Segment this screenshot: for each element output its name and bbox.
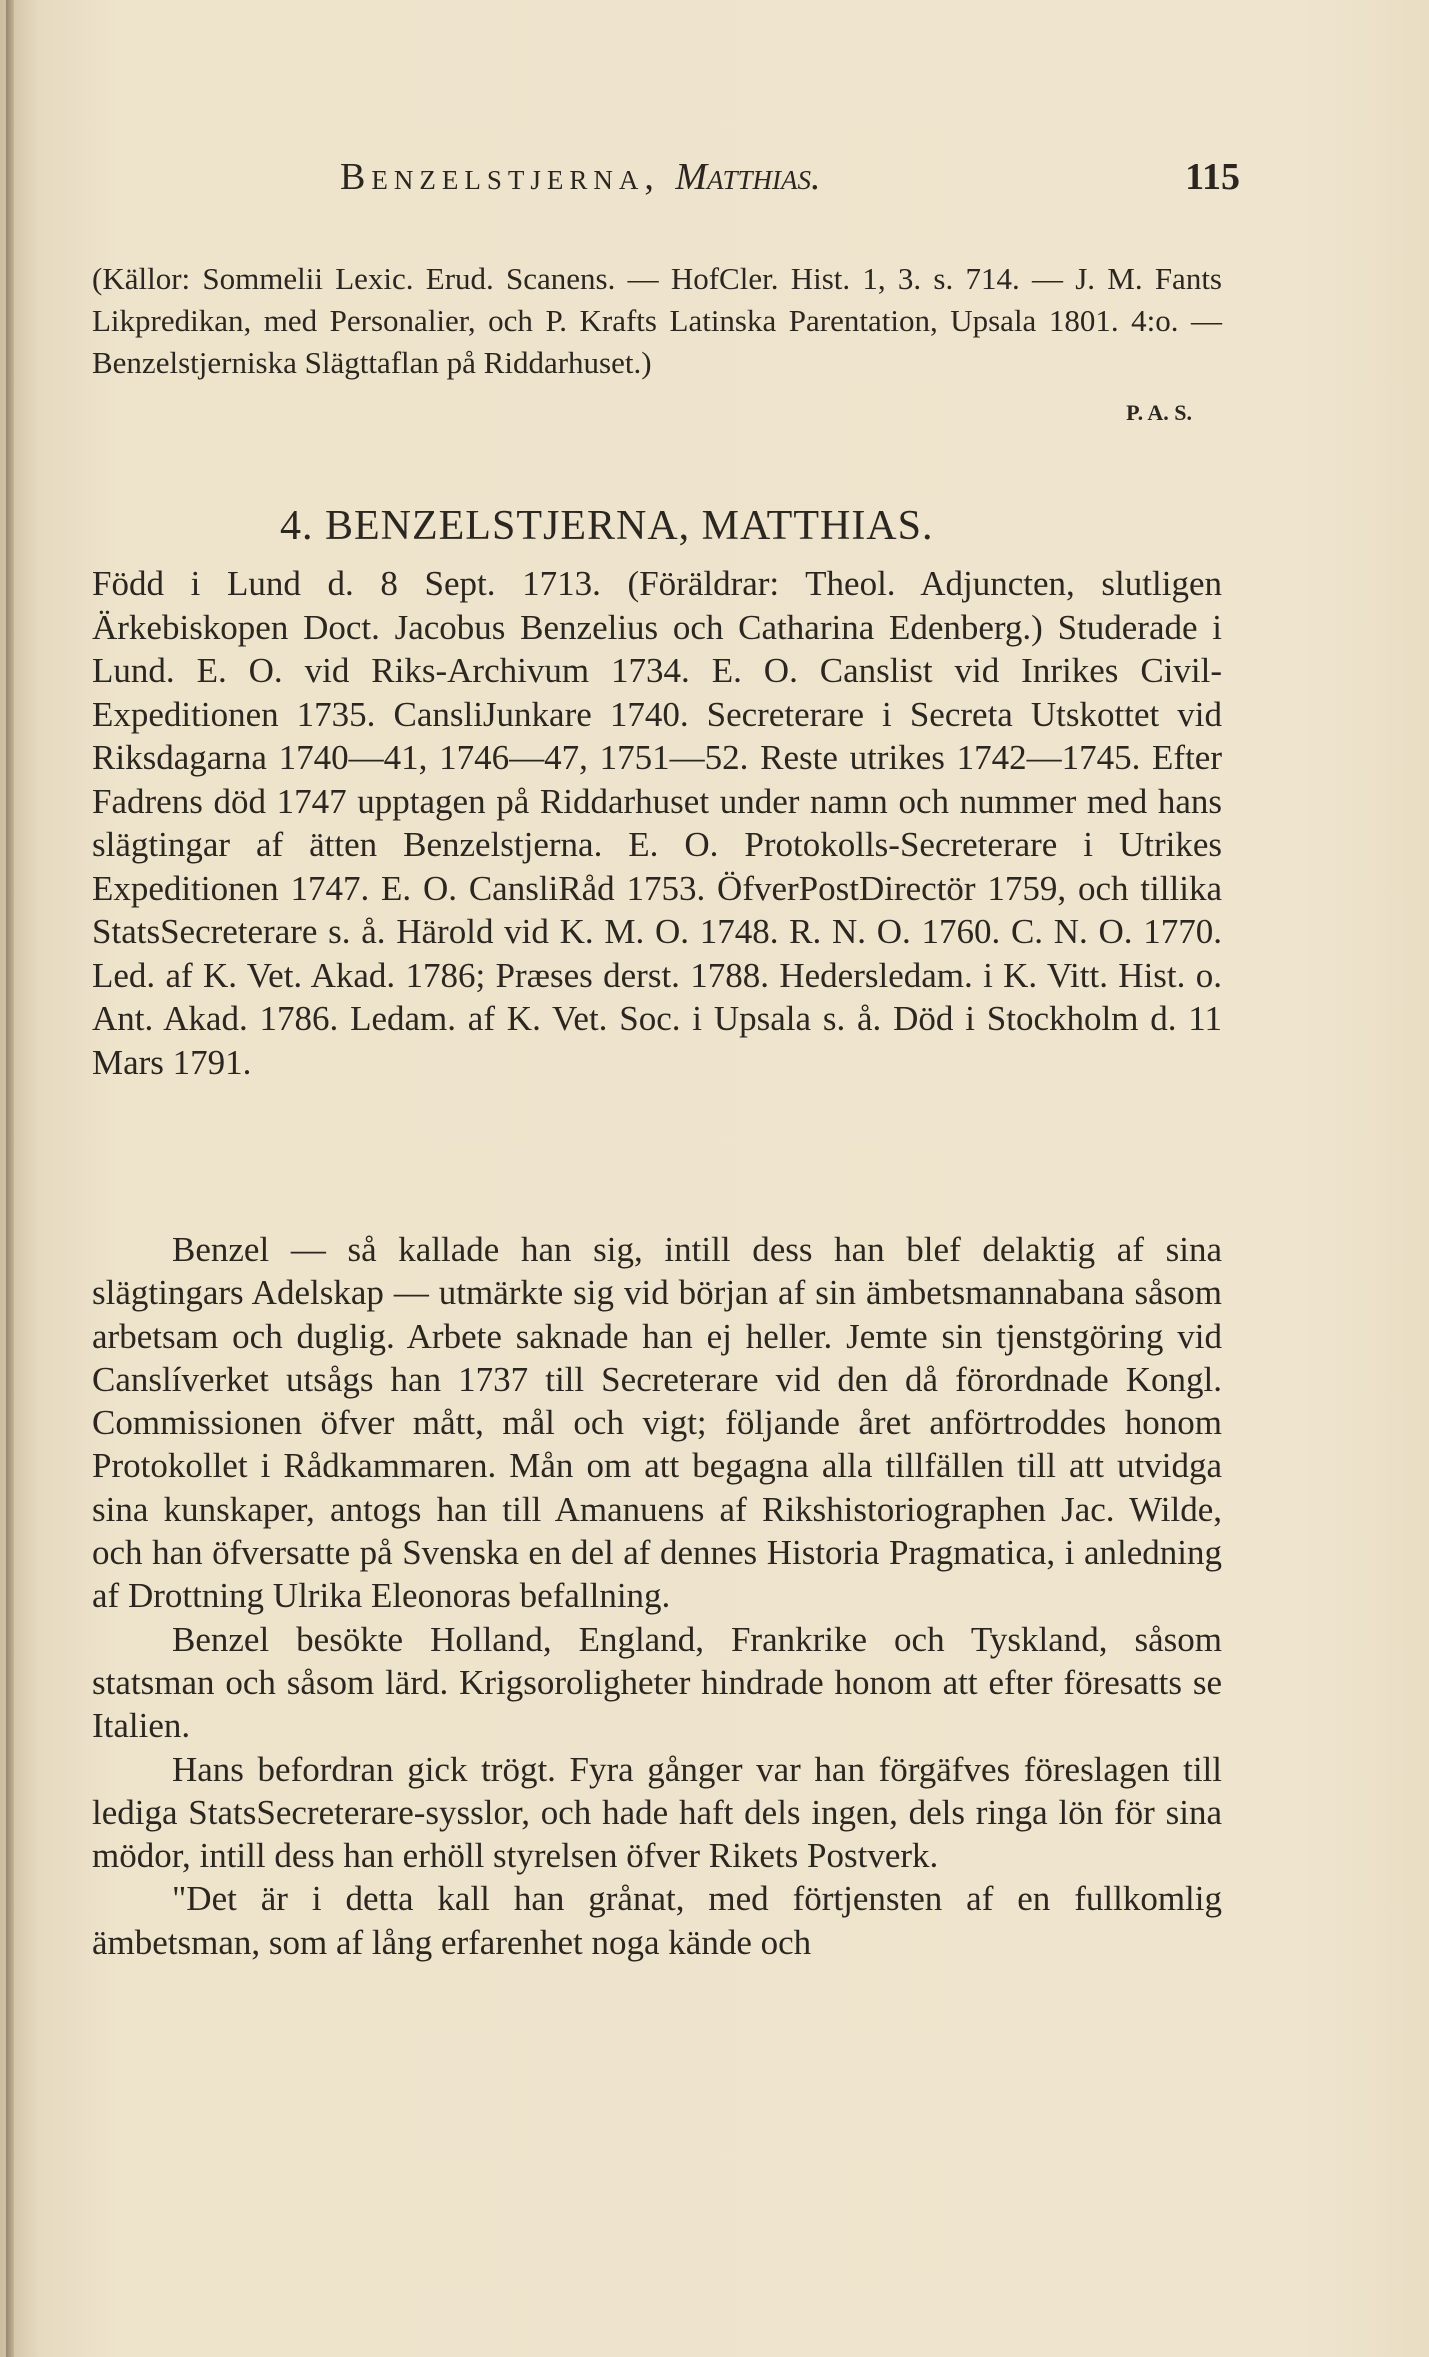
body-text	[92, 1228, 1222, 1964]
entry-heading: 4. BENZELSTJERNA, MATTHIAS.	[280, 503, 934, 549]
running-title-name: Matthias.	[675, 156, 821, 198]
paragraph-4: "Det är i detta kall han grånat, med förtjensten af en fullkomlig ämbetsman, som af lång erfarenhet noga kände och	[92, 1879, 1222, 1962]
page-binding-edge	[6, 0, 14, 2357]
sources-block	[92, 258, 1222, 434]
running-header	[340, 155, 1240, 205]
author-signature: P. A. S.	[1126, 400, 1192, 425]
running-title	[340, 155, 821, 199]
running-title-surname: Benzelstjerna,	[340, 156, 660, 198]
page-number: 115	[1185, 156, 1240, 198]
paragraph-1: Benzel — så kallade han sig, intill dess han blef delaktig af sina slägtingars Adelskap — utmärkte sig vid början af sin ämbetsmannabana såsom arbetsam och duglig. Arbete saknade han ej heller. Jemte sin tjenstgöring vid Canslíverket utsågs han 1737 till Secreterare vid den då förordnade Kongl. Commissionen öfver mått, mål och vigt; följande året anförtroddes honom Protokollet i Rådkammaren. Mån om att begagna alla tillfällen till att utvidga sina kunskaper, antogs han till Amanuens af Rikshistoriographen Jac. Wilde, och han öfversatte på Svenska en del af dennes Historia Pragmatica, i anledning af Drottning Ulrika Eleonoras befallning.	[92, 1230, 1222, 1616]
sources-text: (Källor: Sommelii Lexic. Erud. Scanens. — HofCler. Hist. 1, 3. s. 714. — J. M. Fants Likpredikan, med Personalier, och P. Krafts Latinska Parentation, Upsala 1801. 4:o. — Benzelstjerniska Slägttaflan på Riddarhuset.)	[92, 261, 1222, 380]
biography-block	[92, 562, 1222, 1084]
paragraph-3: Hans befordran gick trögt. Fyra gånger var han förgäfves föreslagen till lediga StatsSecreterare-sysslor, och hade haft dels ingen, dels ringa lön för sina mödor, intill dess han erhöll styrelsen öfver Rikets Postverk.	[92, 1749, 1222, 1876]
biography-text: Född i Lund d. 8 Sept. 1713. (Föräldrar: Theol. Adjuncten, slutligen Ärkebiskopen Doct. Jacobus Benzelius och Catharina Edenberg.) Studerade i Lund. E. O. vid Riks-Archivum 1734. E. O. Canslist vid Inrikes Civil-Expeditionen 1735. CansliJunkare 1740. Secreterare i Secreta Utskottet vid Riksdagarna 1740—41, 1746—47, 1751—52. Reste utrikes 1742—1745. Efter Fadrens död 1747 upptagen på Riddarhuset under namn och nummer med hans slägtingar af ätten Benzelstjerna. E. O. Protokolls-Secreterare i Utrikes Expeditionen 1747. E. O. CansliRåd 1753. ÖfverPostDirectör 1759, och tillika StatsSecreterare s. å. Härold vid K. M. O. 1748. R. N. O. 1760. C. N. O. 1770. Led. af K. Vet. Akad. 1786; Præses derst. 1788. Hedersledam. i K. Vitt. Hist. o. Ant. Akad. 1786. Ledam. af K. Vet. Soc. i Upsala s. å. Död i Stockholm d. 11 Mars 1791.	[92, 564, 1222, 1082]
paragraph-2: Benzel besökte Holland, England, Frankrike och Tyskland, såsom statsman och såsom lärd. Krigsoroligheter hindrade honom att efter föresatts se Italien.	[92, 1619, 1222, 1746]
